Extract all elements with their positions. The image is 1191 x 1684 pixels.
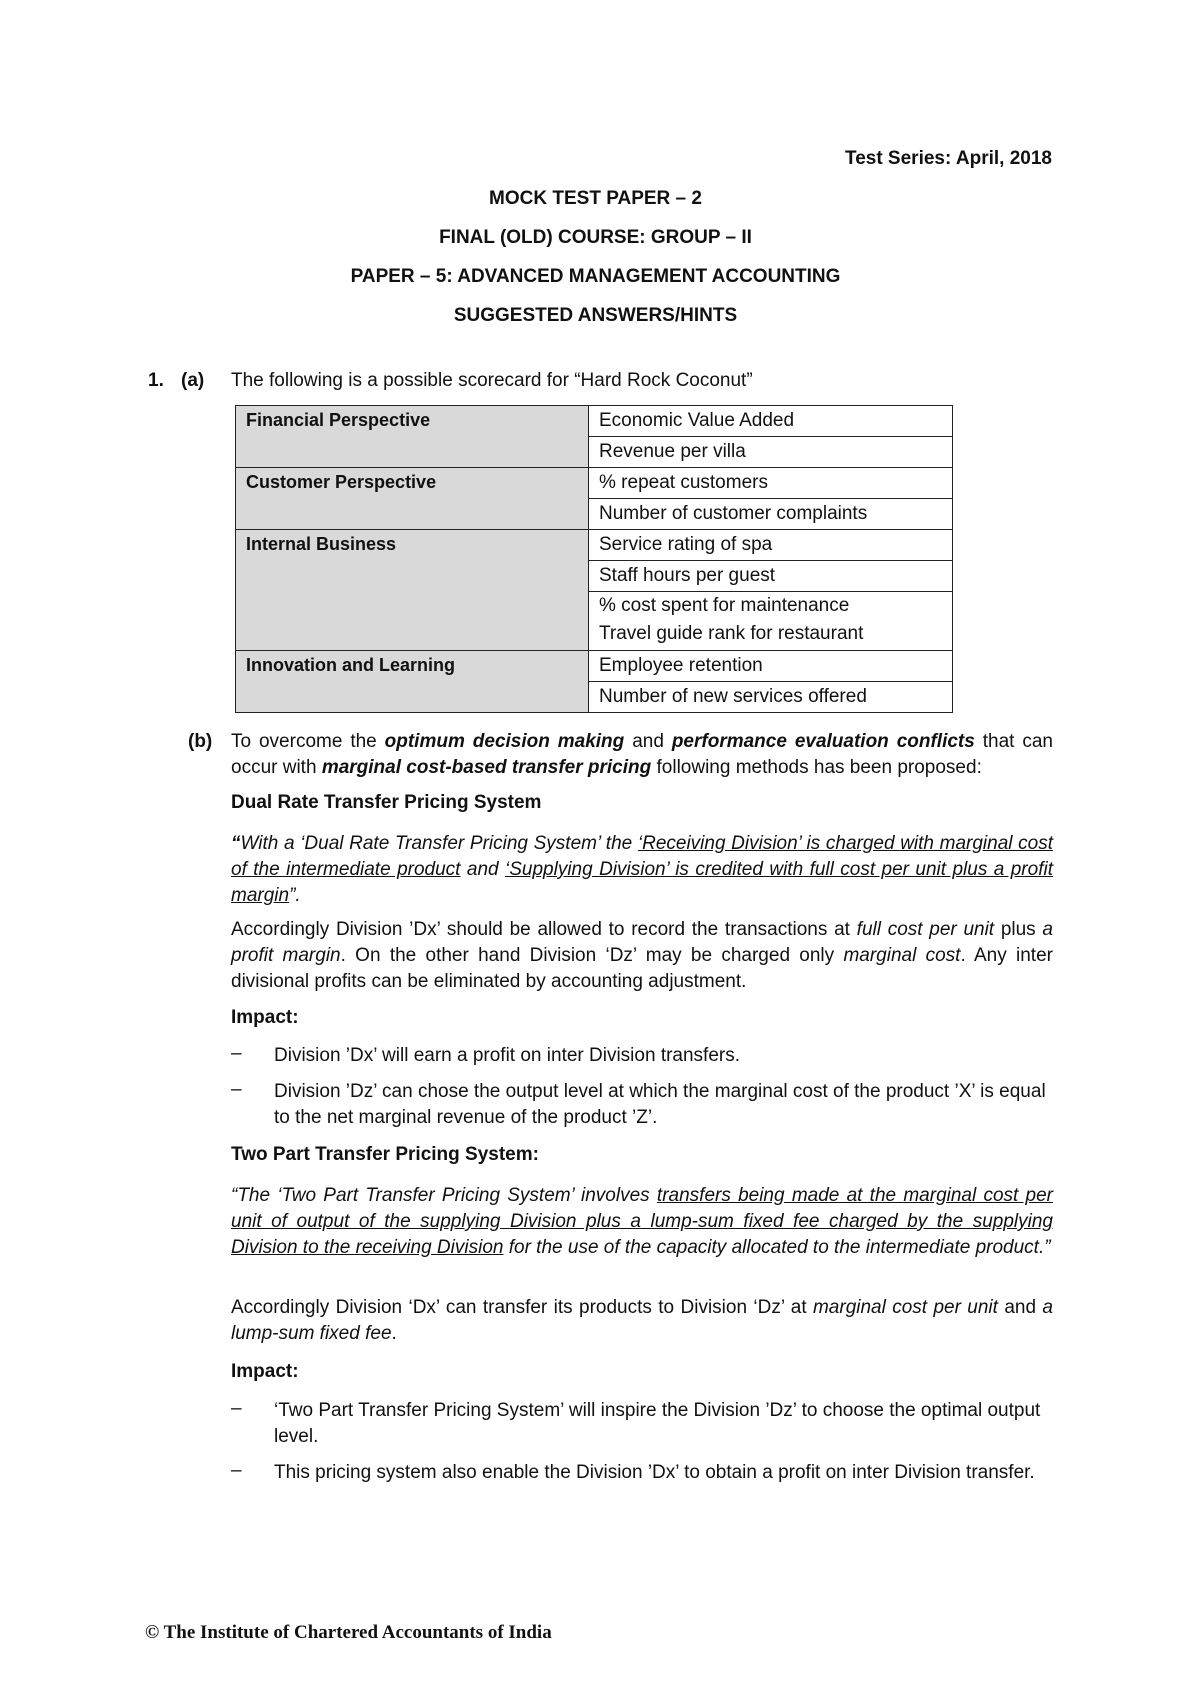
emphasis-text: optimum decision making xyxy=(384,731,625,752)
italic-text: a lump-sum fixed fee xyxy=(231,1297,1053,1344)
two-part-heading: Two Part Transfer Pricing System: xyxy=(231,1144,539,1165)
measure-cell: Employee retention xyxy=(589,651,953,682)
two-part-quote xyxy=(231,1183,1053,1261)
list-item: This pricing system also enable the Division ’Dx’ to obtain a profit on inter Division transfer. xyxy=(274,1462,1035,1483)
answers-title: SUGGESTED ANSWERS/HINTS xyxy=(453,305,738,326)
measure-cell: Service rating of spa xyxy=(589,530,953,561)
two-part-paragraph xyxy=(231,1295,1053,1347)
text-run: and xyxy=(997,1297,1043,1318)
text-run: Accordingly Division ’Dx’ should be allowed to record the transactions at xyxy=(231,919,857,940)
list-item: Division ’Dz’ can chose the output level at which the marginal cost of the product ’X’ is equal to the net marginal revenue of the product ’Z’. xyxy=(274,1081,1046,1128)
part-a-intro: The following is a possible scorecard for “Hard Rock Coconut” xyxy=(231,370,753,391)
measure-cell: Number of new services offered xyxy=(589,682,953,713)
table-row xyxy=(236,468,953,499)
underlined-text: transfers being made at the marginal cost per unit of output of the supplying Division plus a lump-sum fixed fee charged by the supplying Division to the receiving Division xyxy=(231,1185,1054,1258)
text-run: and xyxy=(460,859,505,880)
dual-rate-quote xyxy=(231,831,1053,909)
perspective-cell: Internal Business xyxy=(236,530,589,651)
italic-text: marginal cost xyxy=(843,945,961,966)
footer-copyright: © The Institute of Chartered Accountants of India xyxy=(145,1622,552,1643)
bullet-dash: – xyxy=(231,1460,242,1481)
measure-line: Travel guide rank for restaurant xyxy=(599,623,864,644)
course-title: FINAL (OLD) COURSE: GROUP – II xyxy=(439,227,752,248)
underlined-text: ‘Receiving Division’ is charged with marginal cost of the intermediate product xyxy=(231,833,1053,880)
measure-cell: Economic Value Added xyxy=(589,406,953,437)
underlined-text: ‘Supplying Division’ is credited with full cost per unit plus a profit margin xyxy=(231,859,1053,906)
text-run: ”. xyxy=(289,885,301,906)
list-item: ‘Two Part Transfer Pricing System’ will inspire the Division ’Dz’ to choose the optimal output level. xyxy=(274,1400,1041,1447)
dual-rate-heading: Dual Rate Transfer Pricing System xyxy=(231,792,542,813)
mock-paper-title: MOCK TEST PAPER – 2 xyxy=(489,188,702,209)
bullet-dash: – xyxy=(231,1398,242,1419)
perspective-cell: Innovation and Learning xyxy=(236,651,589,713)
italic-text: marginal cost per unit xyxy=(812,1297,998,1318)
perspective-cell: Customer Perspective xyxy=(236,468,589,530)
impact-heading: Impact: xyxy=(231,1007,299,1028)
measure-cell: % repeat customers xyxy=(589,468,953,499)
table-row xyxy=(236,406,953,437)
perspective-cell: Financial Perspective xyxy=(236,406,589,468)
bullet-dash: – xyxy=(231,1079,242,1100)
text-run: for the use of the capacity allocated to the intermediate product.” xyxy=(503,1237,1051,1258)
part-b-label: (b) xyxy=(188,731,213,752)
emphasis-text: marginal cost-based transfer pricing xyxy=(321,757,652,778)
part-a-label: (a) xyxy=(181,370,205,391)
italic-text: a profit margin xyxy=(231,919,1053,966)
text-run: To overcome the xyxy=(231,731,385,752)
text-run: . On the other hand Division ‘Dz’ may be charged only xyxy=(340,945,844,966)
bullet-dash: – xyxy=(231,1043,242,1064)
scorecard-table xyxy=(235,405,953,713)
text-run: “ xyxy=(231,833,241,854)
text-run: With a ‘Dual Rate Transfer Pricing System’ the xyxy=(240,833,638,854)
text-run: plus xyxy=(994,919,1043,940)
paper-title: PAPER – 5: ADVANCED MANAGEMENT ACCOUNTING xyxy=(350,266,841,287)
emphasis-text: performance evaluation conflicts xyxy=(671,731,975,752)
measure-cell: Revenue per villa xyxy=(589,437,953,468)
measure-cell: Number of customer complaints xyxy=(589,499,953,530)
text-run: . Any inter divisional profits can be eliminated by accounting adjustment. xyxy=(231,945,1053,992)
table-row xyxy=(236,530,953,561)
table-row xyxy=(236,651,953,682)
impact-heading: Impact: xyxy=(231,1361,299,1382)
measure-line: % cost spent for maintenance xyxy=(599,595,850,616)
measure-cell: Staff hours per guest xyxy=(589,561,953,592)
list-item: Division ’Dx’ will earn a profit on inter Division transfers. xyxy=(274,1045,741,1066)
italic-text: full cost per unit xyxy=(856,919,995,940)
text-run: that can occur with xyxy=(231,731,1053,778)
question-number: 1. xyxy=(148,370,164,391)
text-run: and xyxy=(624,731,672,752)
text-run: “The ‘Two Part Transfer Pricing System’ involves xyxy=(231,1185,657,1206)
measure-cell xyxy=(589,592,953,651)
text-run: Accordingly Division ‘Dx’ can transfer its products to Division ‘Dz’ at xyxy=(231,1297,813,1318)
test-series-label: Test Series: April, 2018 xyxy=(845,148,1052,169)
text-run: . xyxy=(391,1323,397,1344)
text-run: following methods has been proposed: xyxy=(651,757,982,778)
dual-rate-paragraph xyxy=(231,917,1053,995)
part-b-intro xyxy=(231,729,1053,781)
